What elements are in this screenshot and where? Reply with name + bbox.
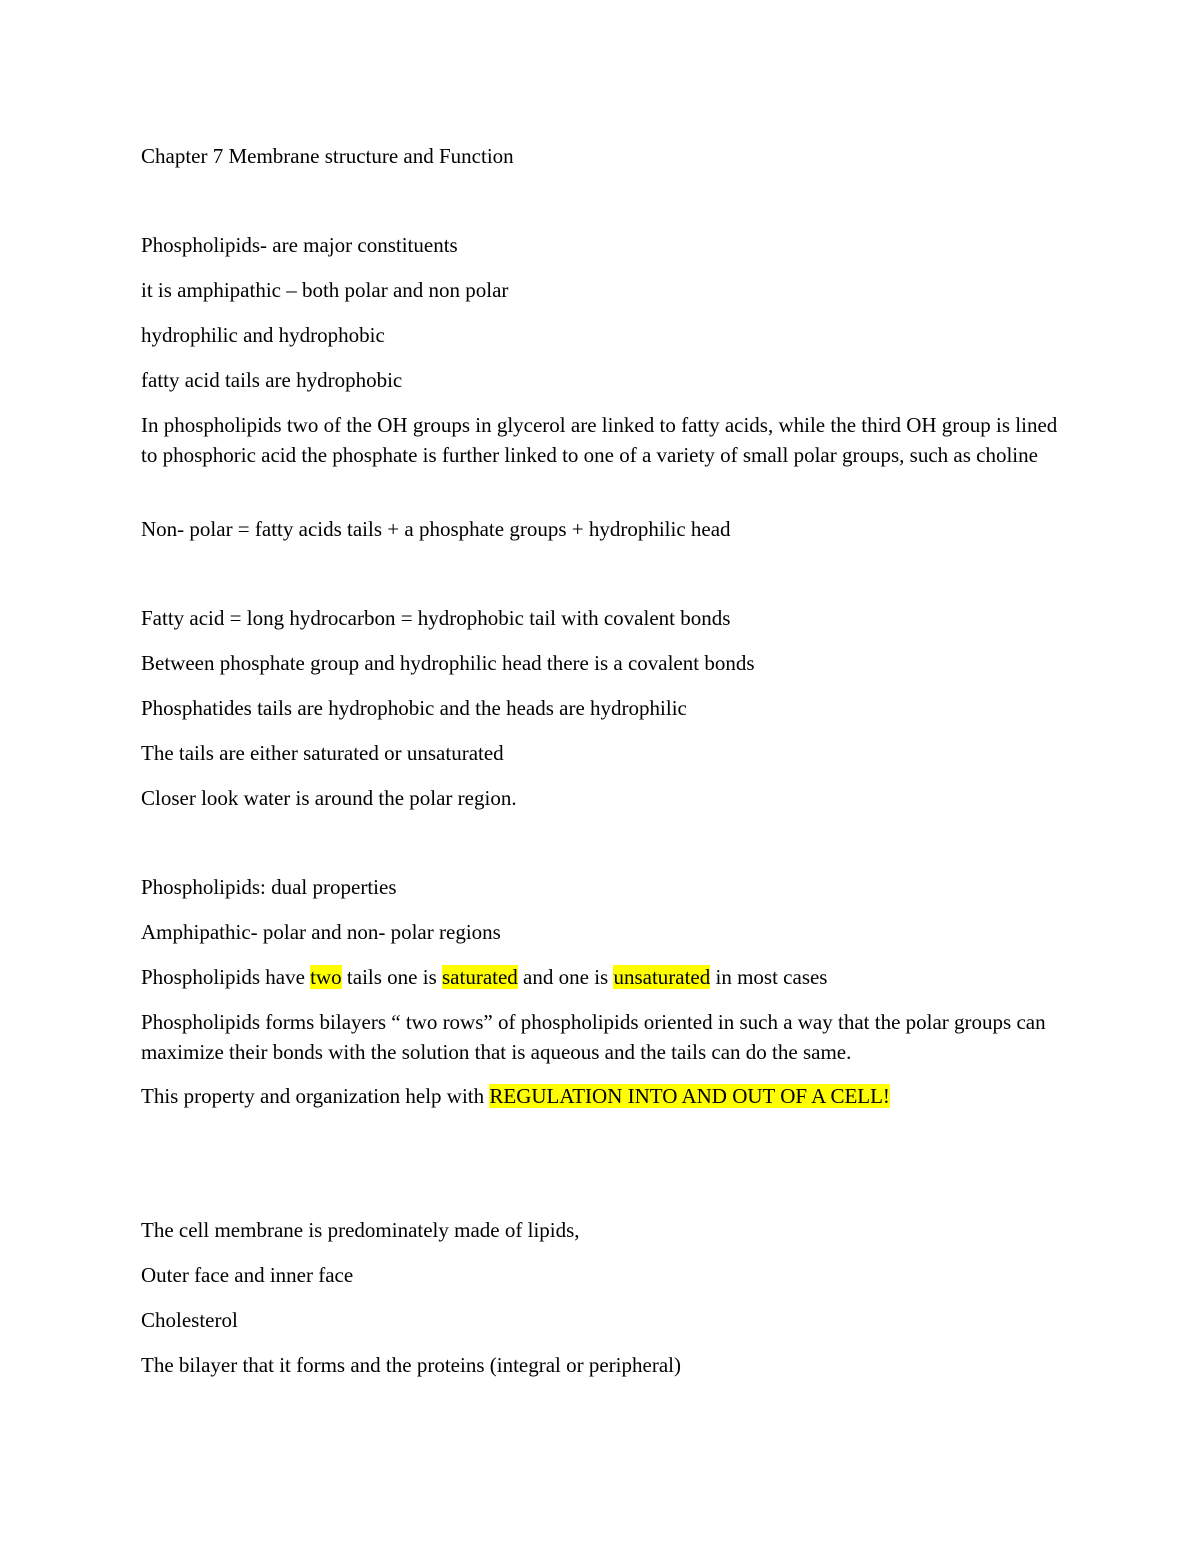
text-line: The cell membrane is predominately made of lipids,	[141, 1218, 580, 1242]
text-line: Outer face and inner face	[141, 1263, 354, 1287]
text-segment: and one is	[517, 965, 614, 989]
text-line: Amphipathic- polar and non- polar regions	[141, 920, 501, 944]
text-segment: Phospholipids have	[141, 965, 311, 989]
text-paragraph: Phospholipids forms bilayers “ two rows” of phospholipids oriented in such a way that the polar groups can maximize their bonds with the solution that is aqueous and the tails can do the same.	[141, 1010, 1046, 1064]
highlighted-text: unsaturated	[613, 965, 711, 989]
text-line: Cholesterol	[141, 1308, 238, 1332]
text-line: Closer look water is around the polar region.	[141, 786, 517, 810]
text-line: Non- polar = fatty acids tails + a phosphate groups + hydrophilic head	[141, 517, 731, 541]
text-line: The tails are either saturated or unsaturated	[141, 741, 504, 765]
text-line: hydrophilic and hydrophobic	[141, 323, 385, 347]
text-line: it is amphipathic – both polar and non polar	[141, 278, 509, 302]
text-line: Fatty acid = long hydrocarbon = hydrophobic tail with covalent bonds	[141, 606, 731, 630]
highlighted-text: REGULATION INTO AND OUT OF A CELL!	[489, 1084, 890, 1108]
text-segment: in most cases	[710, 965, 828, 989]
text-line: fatty acid tails are hydrophobic	[141, 368, 403, 392]
text-paragraph: In phospholipids two of the OH groups in glycerol are linked to fatty acids, while the third OH group is lined to phosphoric acid the phosphate is further linked to one of a variety of small polar groups, such as choline	[141, 413, 1058, 467]
highlighted-text: saturated	[442, 965, 518, 989]
text-line: Phospholipids: dual properties	[141, 875, 397, 899]
text-segment: This property and organization help with	[141, 1084, 490, 1108]
text-line: Phospholipids- are major constituents	[141, 233, 458, 257]
text-line: Between phosphate group and hydrophilic head there is a covalent bonds	[141, 651, 755, 675]
page-title: Chapter 7 Membrane structure and Function	[141, 144, 514, 168]
text-line-tails	[141, 962, 1071, 992]
text-line-regulation	[141, 1081, 1071, 1111]
text-segment: tails one is	[341, 965, 442, 989]
text-line: Phosphatides tails are hydrophobic and the heads are hydrophilic	[141, 696, 687, 720]
highlighted-text: two	[310, 965, 342, 989]
text-line: The bilayer that it forms and the proteins (integral or peripheral)	[141, 1353, 681, 1377]
